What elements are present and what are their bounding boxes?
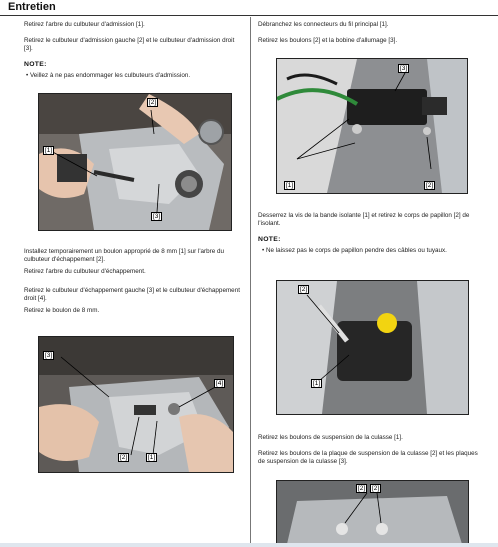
left-step-5: Retirez le culbuteur d'échappement gauche [3] et le culbuteur d'échappement droit [4]. xyxy=(24,287,240,303)
left-note-title: NOTE: xyxy=(24,61,47,68)
coil-callout-2: [2] xyxy=(426,182,434,189)
right-note-title: NOTE: xyxy=(258,236,281,243)
left-step-2: Retirez le culbuteur d'admission gauche [2] et le culbuteur d'admission droit [3]. xyxy=(24,37,235,53)
throttle-callout-2: [2] xyxy=(300,286,308,293)
bottom-scrollbar xyxy=(0,543,498,547)
right-step-2: Retirez les boulons [2] et la bobine d'allumage [3]. xyxy=(258,37,398,44)
right-step-5: Retirez les boulons de la plaque de suspension de la culasse [2] et les plaques de suspension de la culasse [3]. xyxy=(258,450,478,466)
coil-callout-1: [1] xyxy=(286,182,294,189)
photo2-callout-2: [2] xyxy=(120,454,128,461)
left-step-3: Installez temporairement un boulon approprié de 8 mm [1] sur l'arbre du culbuteur d'échappement [2]. xyxy=(24,248,225,264)
photo1-callout-3: [3] xyxy=(153,213,161,220)
photo-ignition-coil-image xyxy=(277,59,467,193)
page-header xyxy=(0,0,498,16)
photo2-callout-3: [3] xyxy=(45,352,53,359)
photo-cylinder-head-hangers xyxy=(276,480,469,544)
hanger-callout-2b: [2] xyxy=(372,485,380,492)
right-step-1: Débranchez les connecteurs du fil principal [1]. xyxy=(258,21,389,28)
photo1-callout-1: [1] xyxy=(45,147,53,154)
photo-exhaust-rocker-arms xyxy=(38,336,234,473)
photo-intake-rocker-arms-image xyxy=(39,94,231,230)
photo-ignition-coil xyxy=(276,58,468,194)
left-step-1: Retirez l'arbre du culbuteur d'admission [1]. xyxy=(24,21,145,28)
right-step-4: Retirez les boulons de suspension de la culasse [1]. xyxy=(258,434,403,441)
photo2-callout-4: [4] xyxy=(216,380,224,387)
right-note-item: • Ne laissez pas le corps de papillon pendre des câbles ou tuyaux. xyxy=(262,247,447,254)
left-step-4: Retirez l'arbre du culbuteur d'échappement. xyxy=(24,268,146,275)
section-title: Entretien xyxy=(8,1,56,13)
photo2-callout-1: [1] xyxy=(148,454,156,461)
right-step-3: Desserrez la vis de la bande isolante [1] et retirez le corps de papillon [2] de l'isolant. xyxy=(258,212,470,228)
photo-exhaust-rocker-arms-image xyxy=(39,337,233,472)
photo-throttle-body xyxy=(276,280,469,415)
photo-throttle-body-image xyxy=(277,281,468,414)
left-step-6: Retirez le boulon de 8 mm. xyxy=(24,307,100,314)
photo1-callout-2: [2] xyxy=(149,99,157,106)
left-note-item: • Veillez à ne pas endommager les culbuteurs d'admission. xyxy=(26,72,191,79)
hanger-callout-2a: [2] xyxy=(358,485,366,492)
coil-callout-3: [3] xyxy=(400,65,408,72)
throttle-callout-1: [1] xyxy=(313,380,321,387)
photo-intake-rocker-arms xyxy=(38,93,232,231)
column-divider xyxy=(250,17,251,543)
